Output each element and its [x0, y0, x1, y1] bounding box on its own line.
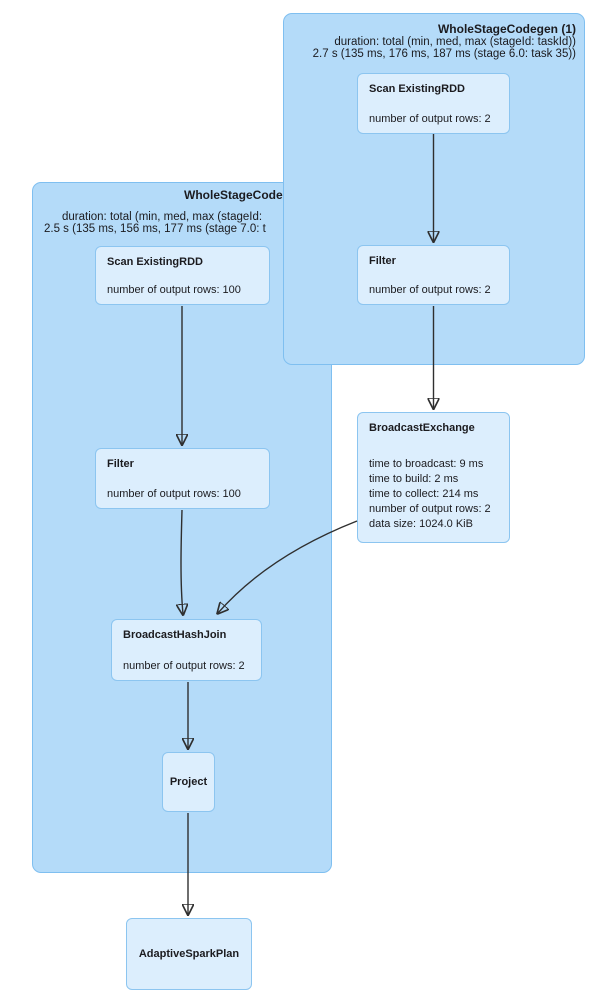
node-metrics [369, 457, 491, 532]
cluster-duration-label: duration: total (min, med, max (stageId: [62, 211, 263, 223]
cluster-title: WholeStageCodegen (1) [437, 22, 576, 36]
node-title: Scan ExistingRDD [107, 256, 203, 268]
node-project[interactable] [162, 752, 215, 812]
node-metric: number of output rows: 2 [369, 503, 491, 515]
cluster-duration-label: duration: total (min, med, max (stageId: taskId)) [334, 36, 576, 48]
node-metric: number of output rows: 100 [107, 488, 241, 500]
node-filter-right[interactable] [357, 245, 510, 305]
cluster-header [313, 22, 576, 60]
node-metric: data size: 1024.0 KiB [369, 518, 473, 530]
node-metric: number of output rows: 100 [107, 284, 241, 296]
node-metric: time to build: 2 ms [369, 473, 459, 485]
node-title: Scan ExistingRDD [369, 83, 465, 95]
node-metric: number of output rows: 2 [369, 113, 491, 125]
node-title: BroadcastHashJoin [123, 629, 227, 641]
cluster-title: WholeStageCode [184, 188, 283, 202]
node-scan-existingrdd-left[interactable] [95, 246, 270, 305]
node-metric: number of output rows: 2 [369, 284, 491, 296]
node-broadcast-exchange[interactable] [357, 412, 510, 543]
node-title: AdaptiveSparkPlan [138, 948, 240, 960]
node-title: Filter [369, 255, 396, 267]
node-adaptive-spark-plan[interactable] [126, 918, 252, 990]
node-metric: time to broadcast: 9 ms [369, 458, 484, 470]
node-title: Project [169, 776, 208, 788]
cluster-duration-value: 2.5 s (135 ms, 156 ms, 177 ms (stage 7.0: t [44, 223, 266, 235]
node-metric: number of output rows: 2 [123, 660, 245, 672]
node-filter-left[interactable] [95, 448, 270, 509]
cluster-wholestagecodegen-1 [283, 13, 585, 365]
node-title: Filter [107, 458, 134, 470]
node-scan-existingrdd-right[interactable] [357, 73, 510, 134]
node-title: BroadcastExchange [369, 422, 475, 434]
node-broadcast-hash-join[interactable] [111, 619, 262, 681]
cluster-duration-value: 2.7 s (135 ms, 176 ms, 187 ms (stage 6.0: task 35)) [312, 48, 576, 60]
node-metric: time to collect: 214 ms [369, 488, 479, 500]
